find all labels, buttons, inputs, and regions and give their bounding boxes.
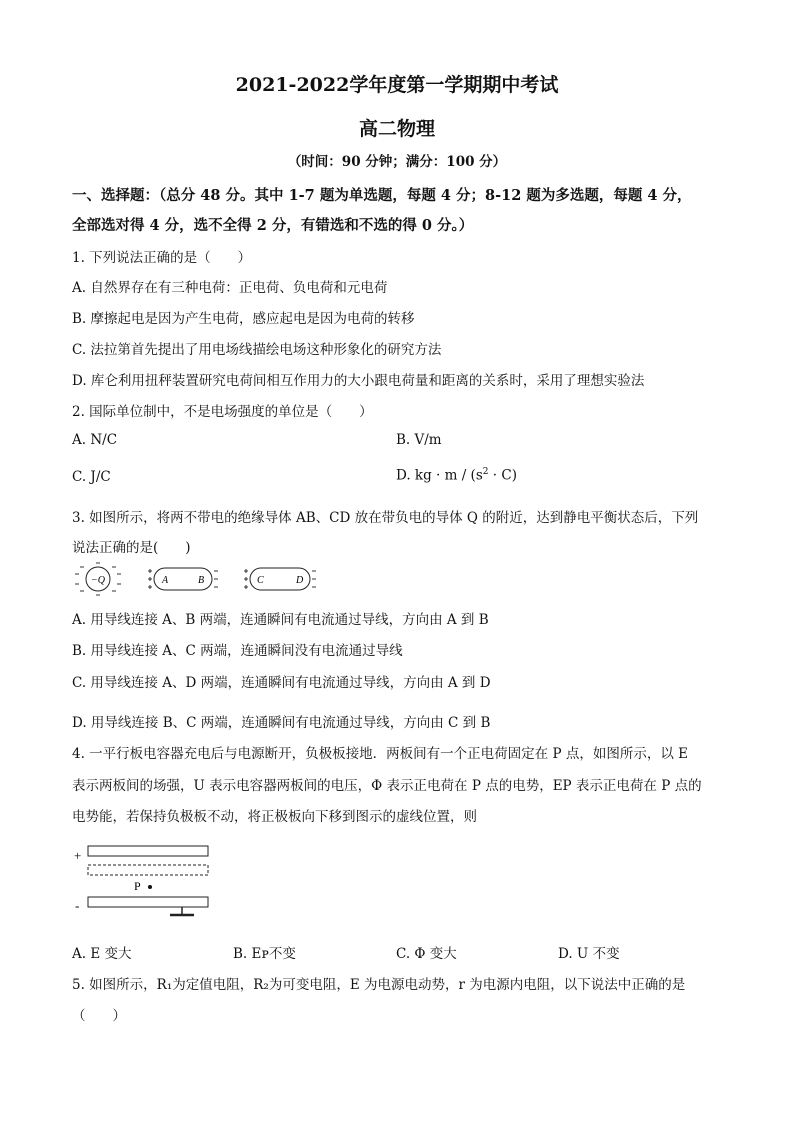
q3-stem-line1: 3. 如图所示，将两不带电的绝缘导体 AB、CD 放在带负电的导体 Q 的附近，达到静电平衡状态后，下列 (72, 510, 699, 526)
conductor-ab-signs (148, 569, 218, 589)
q3-stem-line2: 说法正确的是( ) (72, 540, 191, 556)
q4-stem-line2: 表示两板间的场强，U 表示电容器两板间的电压，Φ 表示正电荷在 P 点的电势，EP 表示正电荷在 P 点的 (72, 778, 702, 794)
q4-stem-line1: 4. 一平行板电容器充电后与电源断开，负极板接地．两板间有一个正电荷固定在 P 点，如图所示，以 E (72, 746, 688, 762)
q4-option-b: B. Eᴘ不变 (233, 946, 296, 962)
q2-option-a: A. N/C (72, 432, 118, 448)
conductor-cd-signs (244, 569, 316, 589)
q4-stem-line3: 电势能，若保持负极板不动，将正极板向下移到图示的虚线位置，则 (72, 809, 477, 825)
point-p-label: P (134, 879, 141, 893)
dashed-plate-position (88, 865, 208, 875)
label-a: A (162, 575, 169, 586)
negative-plate (88, 897, 208, 907)
section-instructions-line1: 一、选择题：（总分 48 分。其中 1-7 题为单选题，每题 4 分；8-12 题为多选题，每题 4 分， (72, 187, 692, 204)
q4-option-d: D. U 不变 (558, 946, 620, 962)
q3-option-b: B. 用导线连接 A、C 两端，连通瞬间没有电流通过导线 (72, 643, 403, 659)
q4-capacitor-figure (72, 840, 222, 920)
subject-title: 高二物理 (358, 118, 435, 140)
q2-option-c: C. J/C (72, 469, 111, 485)
point-p-dot (148, 885, 152, 889)
label-d: D (296, 575, 304, 586)
q1-option-a: A. 自然界存在有三种电荷：正电荷、负电荷和元电荷 (72, 280, 388, 296)
q1-option-d: D. 库仑利用扭秤装置研究电荷间相互作用力的大小跟电荷量和距离的关系时，采用了理想实验法 (72, 373, 645, 389)
charge-q-label: −Q (91, 575, 105, 586)
q5-stem-line2: （ ） (72, 1008, 126, 1024)
q3-option-c: C. 用导线连接 A、D 两端，连通瞬间有电流通过导线，方向由 A 到 D (72, 675, 491, 691)
positive-plate (88, 846, 208, 856)
plus-sign: + (74, 848, 82, 863)
label-c: C (257, 575, 264, 586)
q4-option-a: A. E 变大 (72, 946, 132, 962)
q1-option-c: C. 法拉第首先提出了用电场线描绘电场这种形象化的研究方法 (72, 342, 442, 358)
q5-stem-line1: 5. 如图所示，R₁为定值电阻，R₂为可变电阻，E 为电源电动势，r 为电源内电阻，以下说法中正确的是 (72, 977, 686, 993)
q3-conductor-figure (72, 562, 322, 596)
minus-sign: - (75, 898, 80, 913)
exam-info: （时间：90 分钟；满分：100 分） (287, 154, 507, 170)
q4-option-c: C. Φ 变大 (396, 946, 457, 962)
label-b: B (198, 575, 205, 586)
q3-option-a: A. 用导线连接 A、B 两端，连通瞬间有电流通过导线，方向由 A 到 B (72, 612, 489, 628)
section-instructions-line2: 全部选对得 4 分，选不全得 2 分，有错选和不选的得 0 分。） (72, 217, 474, 234)
q2-stem: 2. 国际单位制中，不是电场强度的单位是（ ） (72, 404, 373, 420)
exam-title: 2021-2022学年度第一学期期中考试 (235, 74, 559, 96)
q1-stem: 1. 下列说法正确的是（ ） (72, 250, 252, 266)
q3-option-d: D. 用导线连接 B、C 两端，连通瞬间有电流通过导线，方向由 C 到 B (72, 715, 491, 731)
q1-option-b: B. 摩擦起电是因为产生电荷，感应起电是因为电荷的转移 (72, 311, 415, 327)
q2-option-b: B. V/m (396, 432, 442, 448)
q2-option-d: D. kg · $m / (s^2 \cdot C)$ (396, 467, 517, 484)
